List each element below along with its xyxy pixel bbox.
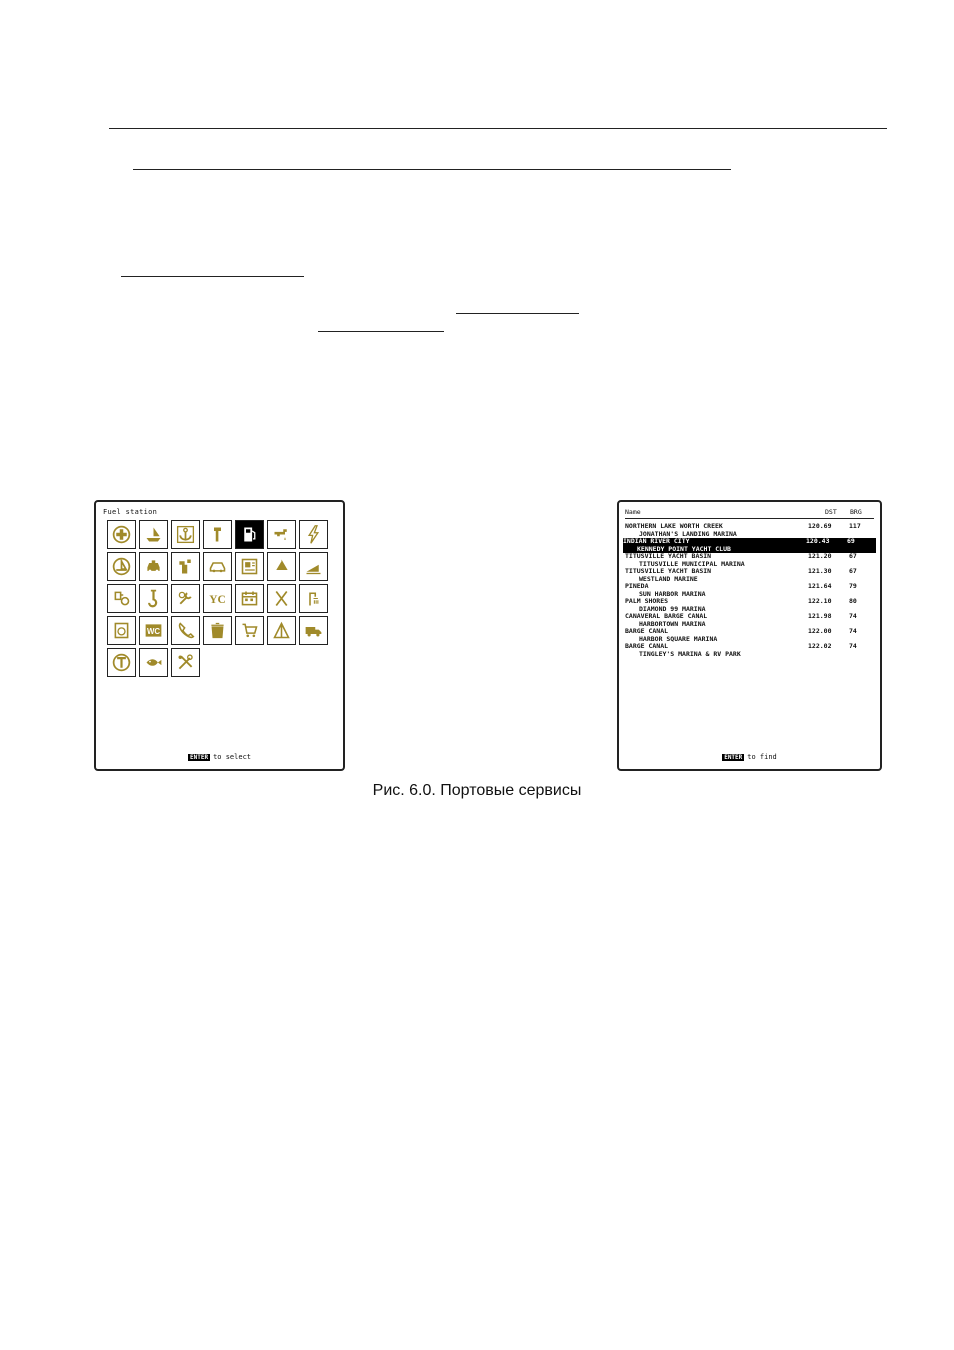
marina-list-item[interactable] — [625, 613, 874, 628]
marina-list-item[interactable] — [625, 598, 874, 613]
first-aid-icon — [111, 524, 132, 545]
service-icon-cell[interactable] — [171, 616, 200, 645]
service-icon-cell[interactable] — [171, 584, 200, 613]
service-icon-cell[interactable] — [299, 616, 328, 645]
service-icon-cell[interactable] — [139, 520, 168, 549]
marina-name: JONATHAN'S LANDING MARINA — [639, 529, 737, 538]
marina-list-item[interactable] — [625, 583, 874, 598]
underline-2 — [121, 276, 304, 277]
marina-name: SUN HARBOR MARINA — [639, 589, 706, 598]
underline-3 — [456, 313, 579, 314]
laundry-icon — [111, 620, 132, 641]
marina-name: KENNEDY POINT YACHT CLUB — [637, 544, 731, 553]
anchor-icon — [175, 524, 196, 545]
marina-list-item[interactable] — [623, 538, 876, 553]
water-tap-icon — [271, 524, 292, 545]
marina-area-name: BARGE CANAL — [625, 627, 669, 635]
service-icon-cell[interactable] — [139, 648, 168, 677]
service-icon-cell[interactable] — [107, 552, 136, 581]
telephone-icon — [175, 620, 196, 641]
marina-distance: 121.98 — [808, 612, 832, 620]
marina-list-item[interactable] — [625, 568, 874, 583]
service-icon-cell[interactable] — [139, 584, 168, 613]
column-brg: BRG — [850, 508, 862, 516]
marina-name: HARBORTOWN MARINA — [639, 619, 706, 628]
marina-distance: 122.02 — [808, 642, 832, 650]
service-icons-screen — [94, 500, 345, 771]
service-icon-cell[interactable] — [235, 520, 264, 549]
taxi-icon — [143, 556, 164, 577]
marina-distance: 121.64 — [808, 582, 832, 590]
service-icon-cell[interactable] — [107, 584, 136, 613]
diesel-pump-icon — [175, 556, 196, 577]
service-icon-cell[interactable] — [203, 616, 232, 645]
marina-list-item[interactable] — [625, 523, 874, 538]
service-icon-cell[interactable] — [235, 616, 264, 645]
transport-icon — [111, 652, 132, 673]
marina-area-name: NORTHERN LAKE WORTH CREEK — [625, 522, 723, 530]
marina-distance: 120.43 — [806, 537, 830, 545]
service-icon-cell[interactable] — [299, 584, 328, 613]
shower-icon — [303, 588, 324, 609]
marina-area-name: TITUSVILLE YACHT BASIN — [625, 552, 712, 560]
svg-text:YC: YC — [209, 593, 226, 606]
fuel-pump-icon — [239, 524, 260, 545]
repair-wrench-icon — [175, 588, 196, 609]
column-name: Name — [625, 508, 641, 516]
marina-area-name: INDIAN RIVER CITY — [623, 537, 690, 545]
marina-distance: 121.20 — [808, 552, 832, 560]
restaurant-icon — [271, 588, 292, 609]
service-icon-cell[interactable] — [299, 552, 328, 581]
sail-repair-icon — [271, 556, 292, 577]
marina-name: HARBOR SQUARE MARINA — [639, 634, 718, 643]
truck-icon — [303, 620, 324, 641]
marina-distance: 120.69 — [808, 522, 832, 530]
marina-area-name: CANAVERAL BARGE CANAL — [625, 612, 708, 620]
marina-area-name: PINEDA — [625, 582, 649, 590]
find-hint — [619, 753, 880, 761]
service-icon-cell[interactable] — [203, 520, 232, 549]
service-icon-cell[interactable] — [107, 616, 136, 645]
marina-bearing: 74 — [849, 612, 857, 620]
underline-1 — [133, 169, 731, 170]
marina-area-name: BARGE CANAL — [625, 642, 669, 650]
find-hint-text: to find — [747, 753, 777, 761]
boat-ramp-icon — [111, 556, 132, 577]
camping-icon — [271, 620, 292, 641]
marina-name: TINGLEY'S MARINA & RV PARK — [639, 649, 741, 658]
service-icon-cell[interactable] — [139, 616, 168, 645]
service-icon-cell[interactable] — [171, 648, 200, 677]
service-icon-cell[interactable] — [171, 520, 200, 549]
service-icon-cell[interactable] — [267, 616, 296, 645]
marina-list-item[interactable] — [625, 553, 874, 568]
marina-name: WESTLAND MARINE — [639, 574, 698, 583]
marina-bearing: 69 — [847, 537, 855, 545]
service-icon-cell[interactable] — [107, 648, 136, 677]
enter-key: ENTER — [190, 754, 209, 761]
service-icon-cell[interactable] — [139, 552, 168, 581]
screen-title: Fuel station — [103, 508, 158, 516]
marina-list — [625, 523, 874, 658]
column-dst: DST — [825, 508, 837, 516]
marina-name: TITUSVILLE MUNICIPAL MARINA — [639, 559, 745, 568]
tools-icon — [175, 652, 196, 673]
service-icon-cell[interactable] — [299, 520, 328, 549]
ice-machine-icon — [239, 556, 260, 577]
service-icon-cell[interactable] — [267, 520, 296, 549]
service-icon-cell[interactable] — [267, 552, 296, 581]
service-icon-cell[interactable] — [267, 584, 296, 613]
hoist-hook-icon — [143, 588, 164, 609]
slipway-icon — [303, 556, 324, 577]
marina-area-name: TITUSVILLE YACHT BASIN — [625, 567, 712, 575]
shopping-cart-icon — [239, 620, 260, 641]
marina-distance: 121.30 — [808, 567, 832, 575]
list-header — [625, 508, 874, 519]
marina-bearing: 117 — [849, 522, 861, 530]
marina-list-item[interactable] — [625, 643, 874, 658]
sailboat-icon — [143, 524, 164, 545]
marina-bearing: 74 — [849, 642, 857, 650]
underline-4 — [318, 331, 444, 332]
marina-area-name: PALM SHORES — [625, 597, 669, 605]
marina-distance: 122.00 — [808, 627, 832, 635]
select-hint-text: to select — [213, 753, 251, 761]
trash-icon — [207, 620, 228, 641]
service-icon-cell[interactable] — [203, 552, 232, 581]
pump-out-icon — [111, 588, 132, 609]
car-icon — [207, 556, 228, 577]
svg-text:WC: WC — [146, 627, 161, 636]
calendar-icon — [239, 588, 260, 609]
top-rule — [109, 128, 887, 129]
marina-bearing: 80 — [849, 597, 857, 605]
service-icon-cell[interactable] — [203, 584, 232, 613]
select-hint — [96, 753, 343, 761]
marina-distance: 122.10 — [808, 597, 832, 605]
fish-icon — [143, 652, 164, 673]
marina-bearing: 67 — [849, 552, 857, 560]
marina-list-screen — [617, 500, 882, 771]
enter-key: ENTER — [724, 754, 743, 761]
marina-bearing: 79 — [849, 582, 857, 590]
marina-list-item[interactable] — [625, 628, 874, 643]
service-icon-cell[interactable] — [107, 520, 136, 549]
electricity-icon — [303, 524, 324, 545]
marina-name: DIAMOND 99 MARINA — [639, 604, 706, 613]
toilet-icon — [143, 620, 164, 641]
service-icon-cell[interactable] — [171, 552, 200, 581]
figure-caption: Рис. 6.0. Портовые сервисы — [372, 782, 582, 799]
service-icon-cell[interactable] — [235, 552, 264, 581]
marina-bearing: 67 — [849, 567, 857, 575]
yacht-club-icon — [207, 588, 228, 609]
fuel-hose-icon — [207, 524, 228, 545]
service-icon-cell[interactable] — [235, 584, 264, 613]
marina-bearing: 74 — [849, 627, 857, 635]
